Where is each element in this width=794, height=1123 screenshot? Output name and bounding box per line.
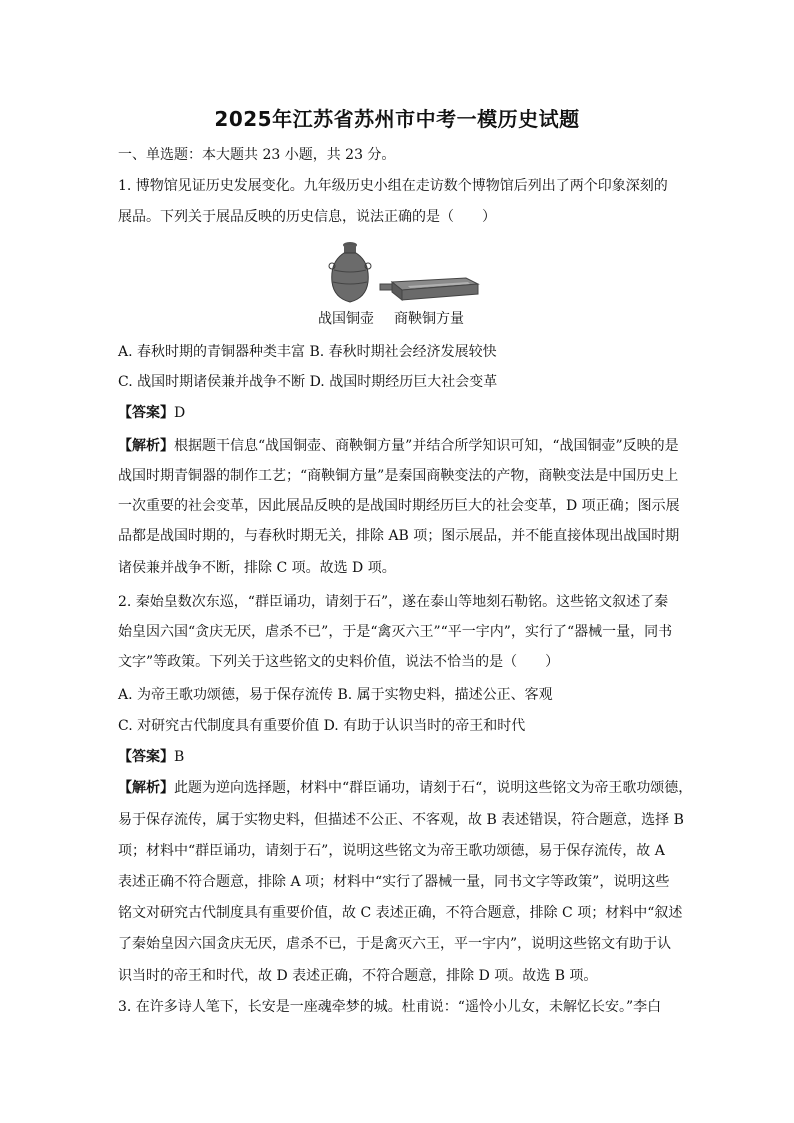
q1-answer: [118, 403, 678, 423]
q1-analysis-line-1: [118, 436, 678, 456]
caption-bronze-measure: 商鞅铜方量: [394, 311, 464, 327]
q1-analysis-line-5: 诸侯兼并战争不断，排除 C 项。故选 D 项。: [118, 560, 396, 576]
q1-options-ab: A. 春秋时期的青铜器种类丰富 B. 春秋时期社会经济发展较快: [118, 344, 497, 360]
q2-analysis-line-4: 表述正确不符合题意，排除 A 项；材料中“实行了器械一量，同书文字等政策”，说明这些: [118, 874, 670, 890]
q2-stem-line-2: 始皇因六国“贪庆无厌，虐杀不已”，于是“禽灭六王”“平一宇内”，实行了“器械一量，同书: [118, 624, 673, 640]
q2-analysis-line-3: 项；材料中“群臣诵功，请刻于石”，说明这些铭文为帝王歌功颂德，易于保存流传，故 A: [118, 843, 665, 859]
q2-stem-line-1: 2. 秦始皇数次东巡，“群臣诵功，请刻于石”，遂在泰山等地刻石勒铭。这些铭文叙述了秦: [118, 594, 669, 610]
q2-options-cd: C. 对研究古代制度具有重要价值 D. 有助于认识当时的帝王和时代: [118, 718, 526, 734]
q1-options-cd: C. 战国时期诸侯兼并战争不断 D. 战国时期经历巨大社会变革: [118, 374, 498, 390]
q1-analysis-line-4: 品都是战国时期的，与春秋时期无关，排除 AB 项；图示展品，并不能直接体现出战国时期: [118, 528, 680, 544]
answer-value: B: [174, 749, 185, 765]
answer-label: 【答案】: [118, 749, 174, 765]
section-heading: 一、单选题：本大题共 23 小题，共 23 分。: [118, 147, 396, 163]
q2-options-ab: A. 为帝王歌功颂德，易于保存流传 B. 属于实物史料，描述公正、客观: [118, 687, 553, 703]
analysis-label: 【解析】: [118, 780, 174, 796]
page-title: 2025年江苏省苏州市中考一模历史试题: [214, 107, 580, 131]
caption-bronze-pot: 战国铜壶: [318, 311, 374, 327]
q2-stem-line-3: 文字”等政策。下列关于这些铭文的史料价值，说法不恰当的是（ ）: [118, 654, 560, 670]
q1-figure-captions: [318, 308, 464, 328]
bronze-pot-image: [329, 242, 371, 302]
q2-analysis-line-7: 识当时的帝王和时代，故 D 表述正确，不符合题意，排除 D 项。故选 B 项。: [118, 968, 598, 984]
analysis-text: 此题为逆向选择题，材料中“群臣诵功，请刻于石“，说明这些铭文为帝王歌功颂德，: [174, 780, 693, 796]
q1-stem-line-1: 1. 博物馆见证历史发展变化。九年级历史小组在走访数个博物馆后列出了两个印象深刻的: [118, 178, 668, 194]
analysis-text: 根据题干信息“战国铜壶、商鞅铜方量”并结合所学知识可知，“战国铜壶”反映的是: [174, 438, 679, 454]
q1-analysis-line-2: 战国时期青铜器的制作工艺；“商鞅铜方量”是秦国商鞅变法的产物，商鞅变法是中国历史上: [118, 468, 679, 484]
answer-value: D: [174, 405, 186, 421]
q1-analysis-line-3: 一次重要的社会变革，因此展品反映的是战国时期经历巨大的社会变革，D 项正确；图示展: [118, 498, 680, 514]
analysis-label: 【解析】: [118, 438, 174, 454]
q1-stem-line-2: 展品。下列关于展品反映的历史信息，说法正确的是（ ）: [118, 209, 496, 225]
q2-analysis-line-2: 易于保存流传，属于实物史料，但描述不公正、不客观，故 B 表述错误，符合题意，选择 B: [118, 812, 684, 828]
q2-answer: [118, 747, 678, 767]
answer-label: 【答案】: [118, 405, 174, 421]
q1-figure: [320, 240, 480, 305]
q2-analysis-line-1: [118, 778, 693, 798]
bronze-measure-image: [380, 278, 478, 300]
q3-stem-line-1: 3. 在许多诗人笔下，长安是一座魂牵梦的城。杜甫说：“遥怜小儿女，未解忆长安。”李白: [118, 999, 662, 1015]
q2-analysis-line-6: 了秦始皇因六国贪庆无厌，虐杀不已，于是禽灭六王，平一宇内”，说明这些铭文有助于认: [118, 936, 672, 952]
q2-analysis-line-5: 铭文对研究古代制度具有重要价值，故 C 表述正确，不符合题意，排除 C 项；材料中“叙述: [118, 905, 683, 921]
